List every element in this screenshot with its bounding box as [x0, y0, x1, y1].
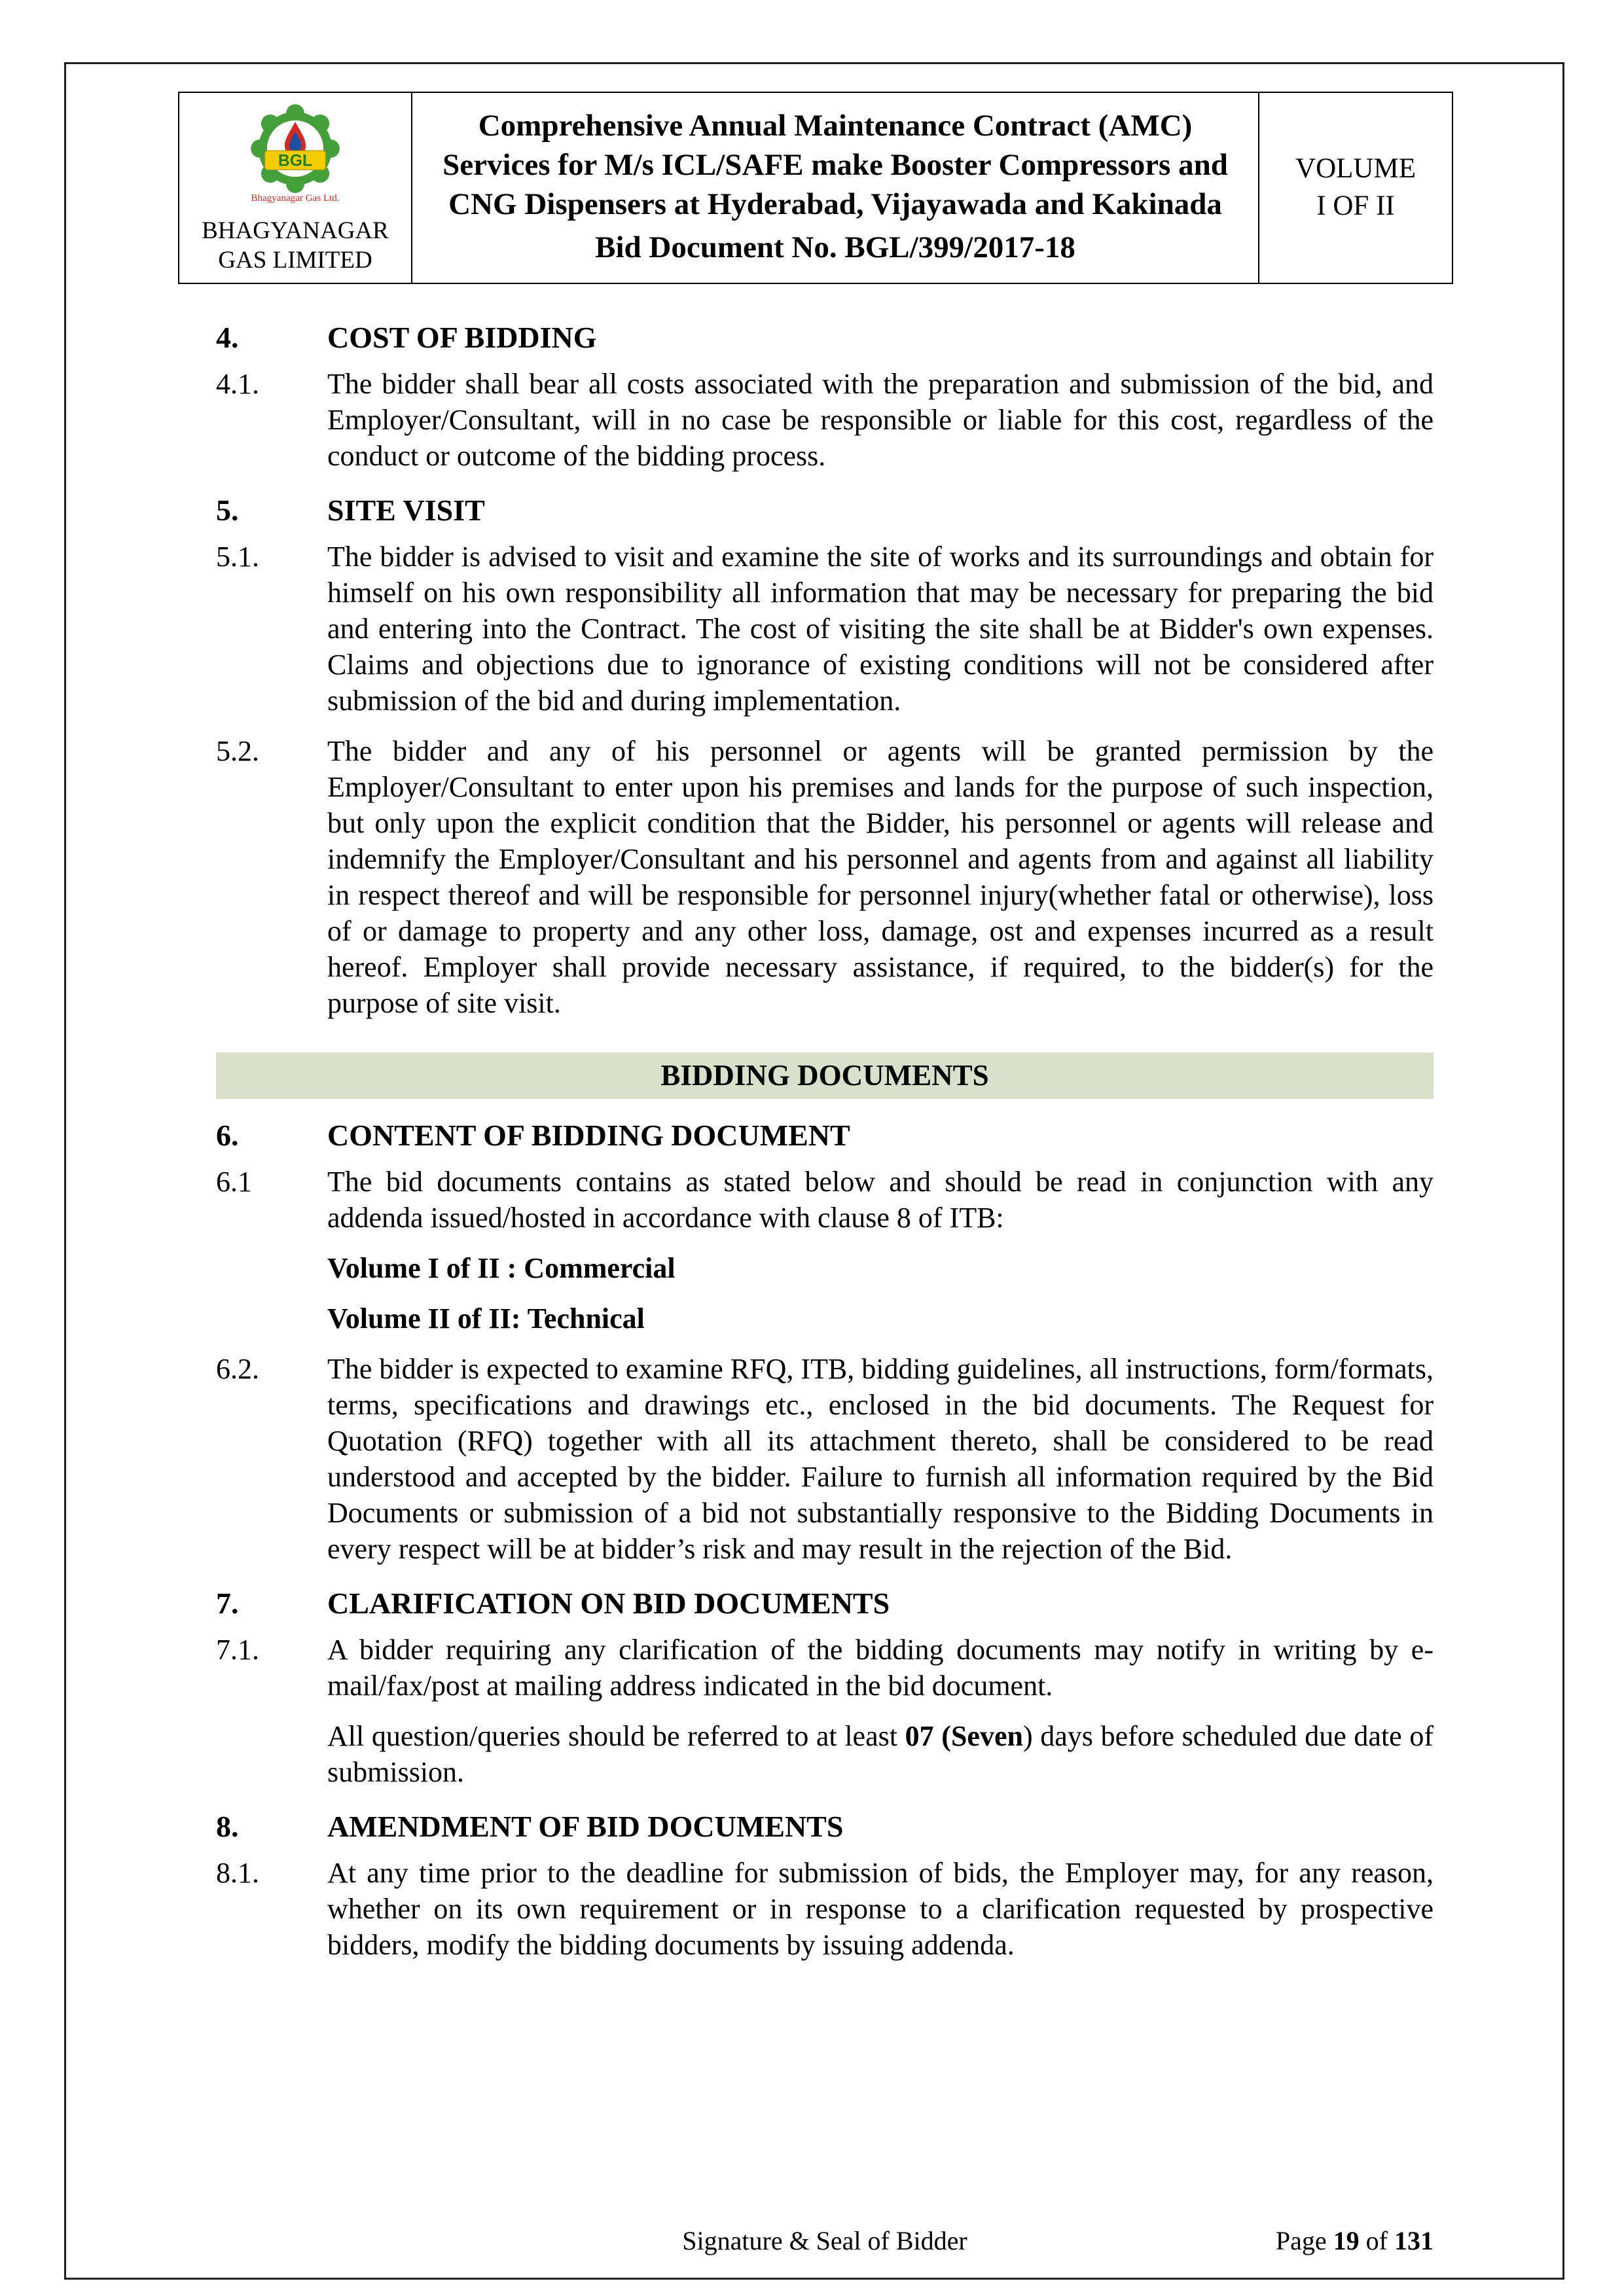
clause-text: The bid documents contains as stated below and should be read in conjunction with any addenda issued/hosted in accordance with clause 8 of ITB: — [327, 1166, 1434, 1234]
section-heading-6 — [216, 1117, 1434, 1153]
clause-6-1 — [216, 1164, 1434, 1236]
signature-label: Signature & Seal of Bidder — [682, 2226, 967, 2255]
org-name-line1: BHAGYANAGAR — [202, 217, 389, 244]
clause-number: 6.1 — [216, 1166, 252, 1198]
logo-caption: Bhagyanagar Gas Ltd. — [251, 192, 340, 204]
logo-acronym: BGL — [278, 152, 313, 170]
document-header — [178, 92, 1453, 284]
volume-cell — [1259, 93, 1452, 283]
clause-text: The bidder and any of his personnel or agents will be granted permission by the Employer/Consultant to enter upon his premises and lands for the purpose of such inspection, but only upon the explicit condition that the Bidder, his personnel or agents will release and indemnify the Employer/Consultant and his personnel and agents from and against all liability in respect thereof and will be responsible for personnel injury(whether fatal or otherwise), loss of or damage to property and any other loss, damage, ost and expenses incurred as a result hereof. Employer shall provide necessary assistance, if required, to the bidder(s) for the purpose of site visit. — [327, 735, 1434, 1019]
volume-technical-line: Volume II of II: Technical — [327, 1302, 645, 1335]
page-number — [1276, 2225, 1434, 2256]
bidding-documents-banner — [216, 1052, 1434, 1099]
clause-4-1 — [216, 366, 1434, 474]
volume-line1: VOLUME — [1295, 153, 1416, 185]
note-text-part1: All question/queries should be referred to at least — [327, 1720, 905, 1752]
volume-line2: I OF II — [1316, 190, 1395, 222]
section-title: COST OF BIDDING — [327, 321, 597, 354]
clause-7-1 — [216, 1632, 1434, 1704]
section-heading-8 — [216, 1808, 1434, 1844]
volume-commercial-line: Volume I of II : Commercial — [327, 1252, 676, 1284]
section-heading-7 — [216, 1585, 1434, 1621]
clause-text: The bidder is expected to examine RFQ, ITB, bidding guidelines, all instructions, form/formats, terms, specifications and drawings etc., enclosed in the bid documents. The Request for Quotation (RFQ) together with all its attachment thereto, shall be considered to be read understood and accepted by the bidder. Failure to furnish all information required by the Bid Documents or submission of a bid not substantially responsive to the Bidding Documents in every respect will be at bidder’s risk and may result in the rejection of the Bid. — [327, 1353, 1434, 1565]
clause-text: The bidder shall bear all costs associated with the preparation and submission of the bid, and Employer/Consultant, will in no case be responsible or liable for this cost, regardless of the conduct or outcome of the bidding process. — [327, 368, 1434, 472]
clause-5-2 — [216, 733, 1434, 1021]
page-prefix: Page — [1275, 2226, 1333, 2255]
section-number: 4. — [216, 321, 239, 354]
section-number: 7. — [216, 1587, 239, 1620]
clause-8-1 — [216, 1855, 1434, 1963]
clause-6-2 — [216, 1351, 1434, 1567]
section-number: 8. — [216, 1810, 239, 1843]
bid-document-number: Bid Document No. BGL/399/2017-18 — [595, 230, 1075, 265]
clause-number: 7.1. — [216, 1634, 259, 1666]
section-title: SITE VISIT — [327, 493, 485, 527]
page-of: of — [1359, 2226, 1394, 2255]
page-current: 19 — [1333, 2226, 1360, 2255]
clause-text — [327, 1718, 1434, 1790]
section-title: AMENDMENT OF BID DOCUMENTS — [327, 1810, 844, 1843]
section-heading-5 — [216, 492, 1434, 528]
section-heading-4 — [216, 319, 1434, 355]
page-total: 131 — [1394, 2226, 1434, 2255]
document-body — [216, 319, 1434, 1977]
section-title: CONTENT OF BIDDING DOCUMENT — [327, 1119, 850, 1152]
clause-number: 4.1. — [216, 368, 259, 400]
clause-number: 6.2. — [216, 1353, 259, 1385]
clause-7-note — [216, 1718, 1434, 1790]
section-title: CLARIFICATION ON BID DOCUMENTS — [327, 1587, 890, 1620]
page-footer — [216, 2225, 1434, 2265]
clause-number: 8.1. — [216, 1857, 259, 1889]
title-cell — [412, 93, 1259, 283]
clause-text: At any time prior to the deadline for submission of bids, the Employer may, for any reason, whether on its own requirement or in response to a clarification requested by prospective bidders, modify the bidding documents by issuing addenda. — [327, 1857, 1434, 1961]
bgl-logo-icon — [225, 102, 366, 212]
clause-text: The bidder is advised to visit and examine the site of works and its surroundings and obtain for himself on his own responsibility all information that may be necessary for preparing the bid and entering into the Contract. The cost of visiting the site shall be at Bidder's own expenses. Claims and objections due to ignorance of existing conditions will not be considered after submission of the bid and during implementation. — [327, 541, 1434, 717]
note-text-bold: 07 (Seven — [905, 1720, 1023, 1752]
clause-number: 5.2. — [216, 735, 259, 767]
banner-title: BIDDING DOCUMENTS — [660, 1059, 989, 1092]
clause-text: A bidder requiring any clarification of the bidding documents may notify in writing by e-mail/fax/post at mailing address indicated in the bid document. — [327, 1634, 1434, 1702]
clause-5-1 — [216, 539, 1434, 719]
org-name-line2: GAS LIMITED — [218, 247, 372, 274]
section-number: 5. — [216, 493, 239, 527]
clause-number — [216, 1718, 327, 1790]
clause-number: 5.1. — [216, 541, 259, 573]
note-text-part2: ) days before scheduled due date of submission. — [327, 1720, 1434, 1788]
org-name — [202, 216, 389, 275]
document-title: Comprehensive Annual Maintenance Contract (AMC) Services for M/s ICL/SAFE make Booster Compressors and CNG Dispensers at Hyderabad, Vijayawada and Kakinada — [442, 108, 1228, 222]
logo-cell — [179, 93, 412, 283]
section-number: 6. — [216, 1119, 239, 1152]
